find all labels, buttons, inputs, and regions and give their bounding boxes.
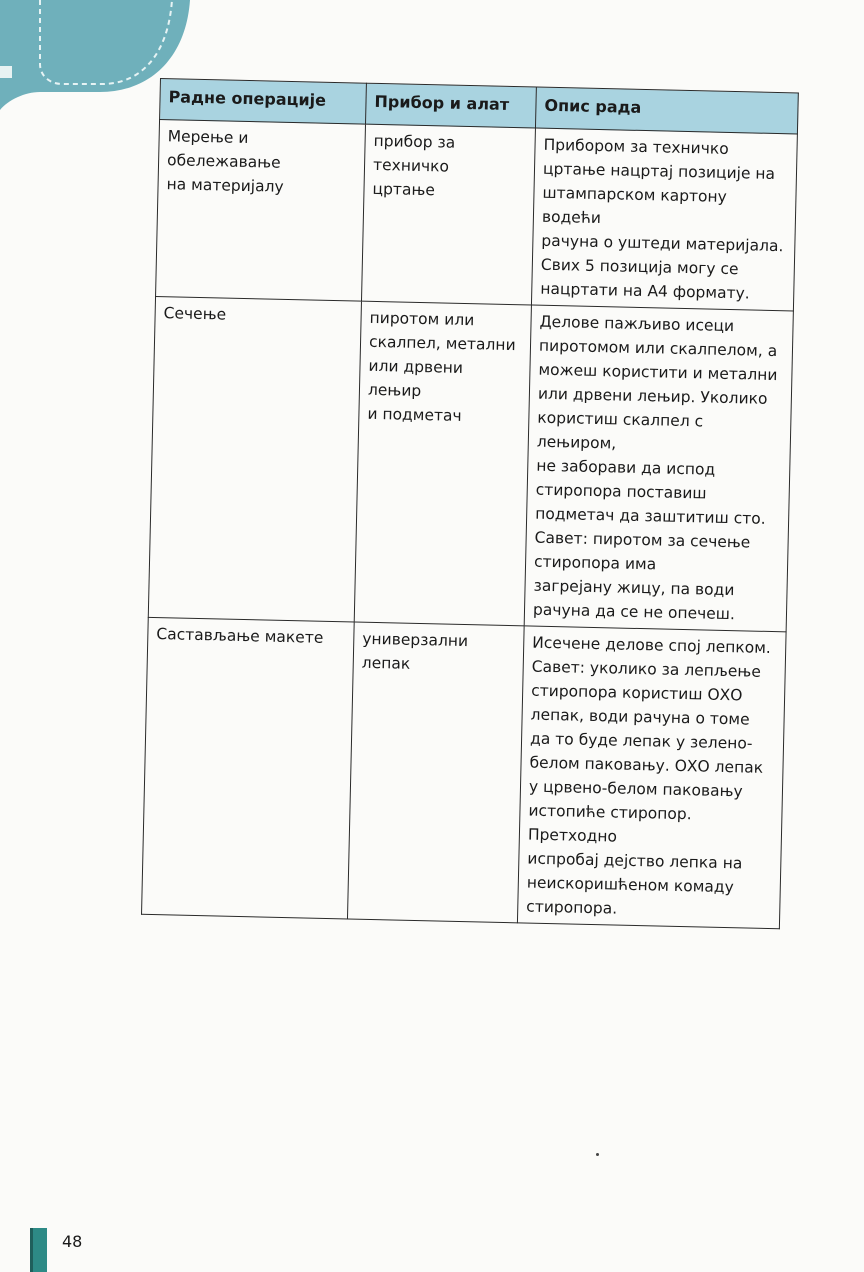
stray-dot bbox=[596, 1153, 599, 1156]
cell-operation: Састављање макете bbox=[142, 617, 355, 919]
cell-operation: Сечење bbox=[148, 296, 361, 622]
page-number: 48 bbox=[62, 1232, 83, 1251]
cell-description: Делове пажљиво исеци пиротомом или скалпелом, а можеш користити и метални или дрвени лењир. Уколико користиш скалпел с лењиром, не заборави да испод стиропора поставиш подметач да заштитиш сто. Савет: пиротом за сечење стиропора има загрејану жицу, па води рачуна да се не опечеш. bbox=[524, 305, 793, 632]
cell-operation: Мерење и обележавање на материјалу bbox=[156, 120, 366, 302]
cell-description: Прибором за техничко цртање нацртај позиције на штампарском картону водећи рачуна о уштеди материјала. Свих 5 позиција могу се нацртати на А4 формату. bbox=[531, 128, 797, 311]
cell-tools: универзални лепак bbox=[347, 622, 524, 923]
table-row bbox=[142, 617, 787, 928]
page-marker bbox=[30, 1228, 47, 1272]
header-tools: Прибор и алат bbox=[366, 83, 537, 128]
header-description: Опис рада bbox=[535, 87, 798, 134]
work-operations-table bbox=[141, 78, 799, 929]
table-row bbox=[148, 296, 793, 631]
table-row bbox=[156, 120, 798, 311]
cell-tools: пиротом или скалпел, метални или дрвени лењир и подметач bbox=[354, 301, 531, 626]
cell-description: Исечене делове спој лепком. Савет: уколико за лепљење стиропора користиш ОХО лепак, води рачуна о томе да то буде лепак у зелено- белом паковању. ОХО лепак у црвено-белом паковању истопиће стиропор. Претходно испробај дејство лепка на неискоришћеном комаду стиропора. bbox=[517, 626, 786, 929]
cell-tools: прибор за техничко цртање bbox=[361, 124, 535, 305]
header-operations: Радне операције bbox=[160, 79, 367, 125]
tab-notch bbox=[0, 66, 12, 78]
